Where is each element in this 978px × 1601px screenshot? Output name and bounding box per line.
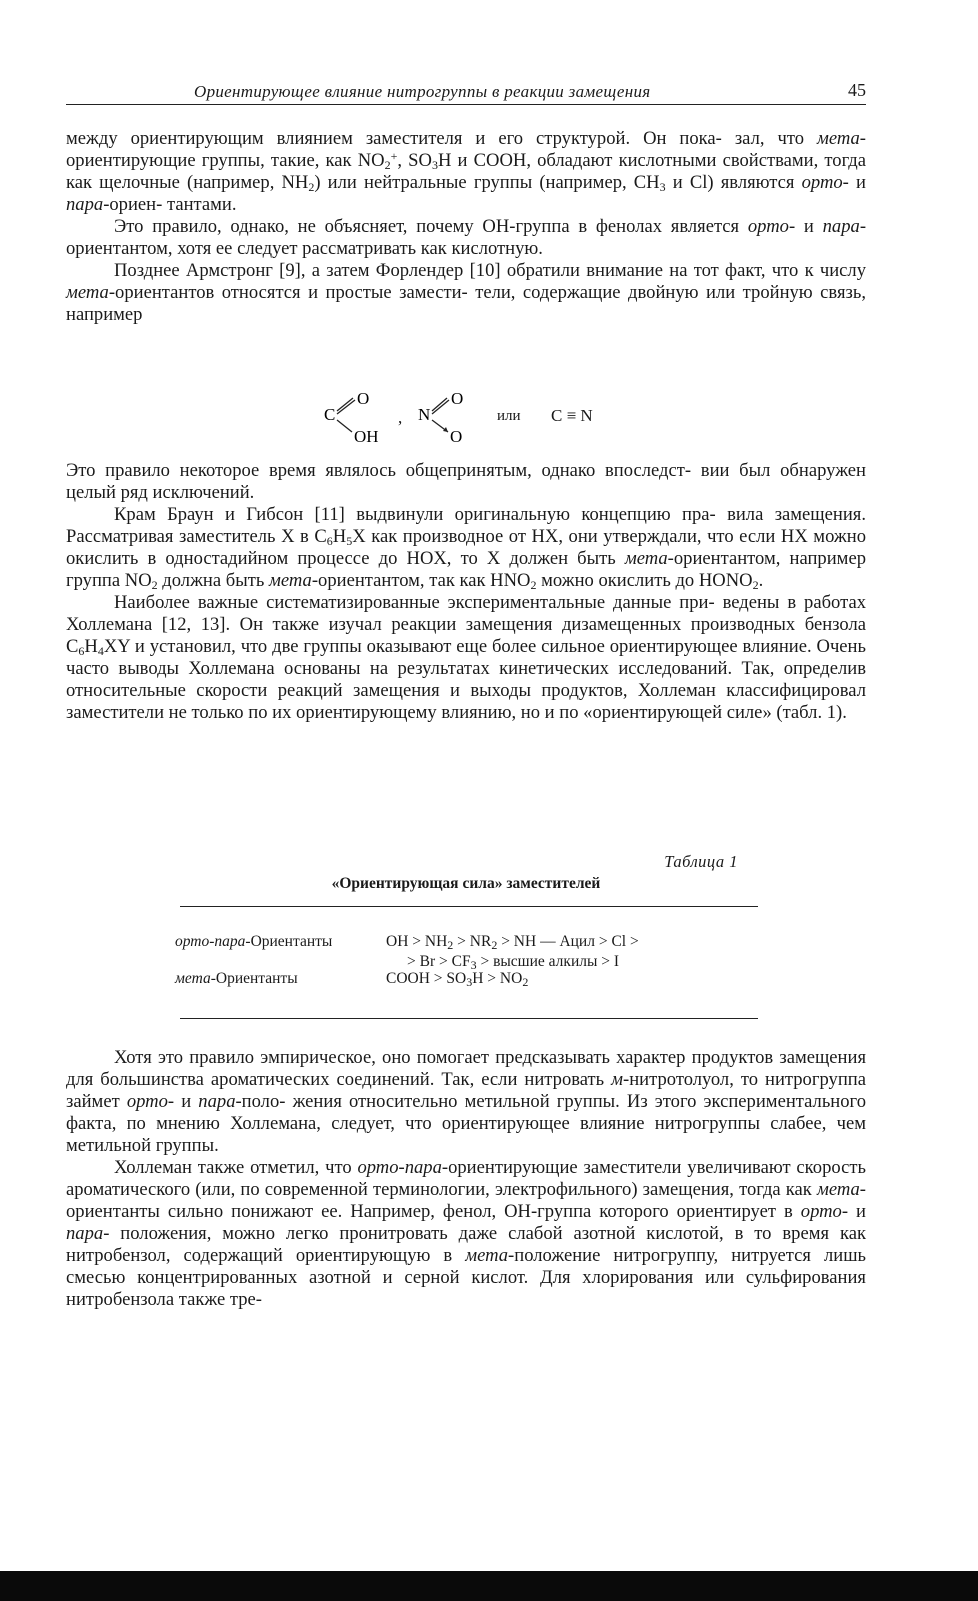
nitro-oxygen-top: O: [451, 389, 464, 408]
running-title: Ориентирующее влияние нитрогруппы в реакции замещения: [194, 82, 651, 101]
table-row-meta-label: мета-Ориентанты: [175, 970, 298, 987]
text-block-bottom: [66, 1047, 866, 1311]
paragraph-3: Позднее Армстронг [9], а затем Форлендер [10] обратили внимание на тот факт, что к числу мета-ориентантов относятся и простые замести- тели, содержащие двойную или тройную связь, например: [66, 260, 866, 325]
paragraph-7: Хотя это правило эмпирическое, оно помогает предсказывать характер продуктов замещения для большинства ароматических соединений. Так, если нитровать м-нитротолуол, то нитрогруппа займет орто- и пара-поло- жения относительно метильной группы. Из этого экспериментального факта, по мнению Холлемана, следует, что ориентирующее влияние нитрогруппы слабее, чем метильной группы.: [66, 1047, 867, 1156]
table-row-ortho-para-values: OH > $NH_2 > NR_2$ > NH — Ацил > Cl >: [386, 933, 639, 952]
paragraph-1: между ориентирующим влиянием заместителя и его структурой. Он пока- зал, что мета-ориентирующие группы, такие, как $NO_2^+$, $SO_3H$ и COOH, обладают кислотными свойствами, тогда как щелочные (например, $NH_2$) или нейтральные группы (например, $CH_3$ и Cl) являются орто- и пара-ориен- тантами.: [66, 128, 866, 215]
carboxyl-oxygen: O: [357, 389, 370, 408]
page-number: 45: [848, 80, 866, 100]
paragraph-4: Это правило некоторое время являлось общепринятым, однако впоследст- вии был обнаружен целый ряд исключений.: [66, 460, 866, 503]
paragraph-5: Крам Браун и Гибсон [11] выдвинули оригинальную концепцию пра- вила замещения. Рассматривая заместитель X в $C_6H_5X$ как производное от HX, они утверждали, что если HX можно окислить в одностадийном процессе до HOX, то X должен быть мета-ориентантом, например группа $NO_2$ должна быть мета-ориентантом, так как $HNO_2$ можно окислить до $HONO_2$.: [66, 504, 867, 592]
formula-conjunction: или: [497, 408, 521, 424]
formula-comma: ,: [398, 408, 403, 427]
carboxyl-group-formula: [324, 388, 394, 446]
carboxyl-hydroxyl: OH: [354, 427, 379, 446]
page-header: [66, 80, 866, 105]
nitro-nitrogen: N: [418, 405, 431, 424]
nitro-oxygen-bottom: O: [450, 427, 463, 446]
table-row-ortho-para-label: орто-пара-Ориентанты: [175, 933, 333, 950]
structural-formulas: [0, 388, 978, 446]
text-block-middle: [66, 460, 866, 724]
table-caption: Таблица 1: [664, 852, 738, 871]
table-title: «Ориентирующая сила» заместителей: [331, 875, 601, 892]
nitro-group-formula: [418, 388, 488, 446]
table-row-ortho-para-values-cont: > $Br > CF_3$ > высшие алкилы > I: [407, 953, 620, 972]
paragraph-8: Холлеман также отметил, что орто-пара-ориентирующие заместители увеличивают скорость ароматического (или, по современной терминологии, электрофильного) замещения, тогда как мета-ориентанты сильно понижают ее. Например, фенол, OH-группа которого ориентирует в орто- и пара- положения, можно легко пронитровать даже слабой азотной кислотой, в то время как нитробензол, содержащий ориентирующую в мета-положение нитрогруппу, нитруется лишь смесью концентрированных азотной и серной кислот. Для хлорирования или сульфирования нитробензола также тре-: [66, 1157, 866, 1310]
table-rule-top: [180, 906, 758, 907]
carboxyl-carbon: C: [324, 405, 336, 424]
nitrile-formula: C ≡ N: [551, 406, 593, 425]
paragraph-2: Это правило, однако, не объясняет, почему OH-группа в фенолах является орто- и пара-ориентантом, хотя ее следует рассматривать как кислотную.: [66, 216, 867, 259]
table-row-meta-values: COOH > $SO_3H > NO_2$: [386, 970, 529, 989]
scan-edge-bar: [0, 1571, 978, 1601]
paragraph-6: Наиболее важные систематизированные экспериментальные данные при- ведены в работах Холлемана [12, 13]. Он также изучал реакции замещения дизамещенных производных бензола $C_6H_4XY$ и установил, что две группы оказывают еще более сильное ориентирующее влияние. Очень часто выводы Холлемана основаны на результатах кинетических исследований. Так, определив относительные скорости реакций замещения и выходы продуктов, Холлеман классифицировал заместители не только по их ориентирующему влиянию, но и по «ориентирующей силе» (табл. 1).: [66, 592, 866, 723]
table-rule-bottom: [180, 1018, 758, 1019]
text-block-top: [66, 128, 866, 326]
